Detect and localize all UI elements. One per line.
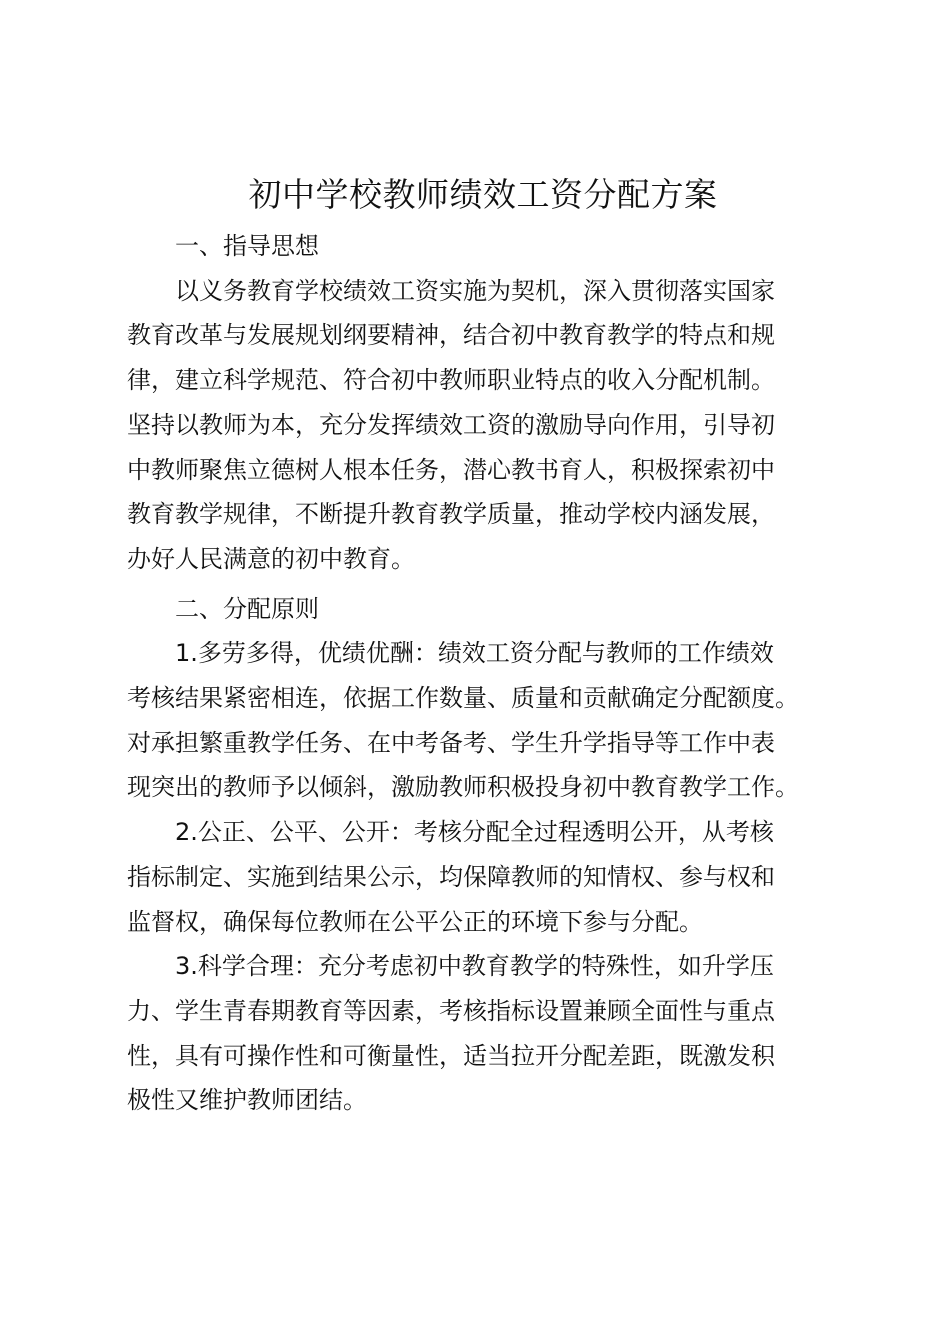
paragraph-line: 指标制定、实施到结果公示，均保障教师的知情权、参与权和 bbox=[127, 862, 775, 891]
section-distribution-principles bbox=[127, 587, 839, 1123]
paragraph-line: 办好人民满意的初中教育。 bbox=[127, 544, 415, 573]
section-guiding-ideology bbox=[127, 224, 839, 582]
paragraph-line: 1.多劳多得，优绩优酬：绩效工资分配与教师的工作绩效 bbox=[175, 639, 774, 668]
paragraph-line: 现突出的教师予以倾斜，激励教师积极投身初中教育教学工作。 bbox=[127, 773, 799, 802]
paragraph-line: 3.科学合理：充分考虑初中教育教学的特殊性，如升学压 bbox=[175, 952, 774, 981]
paragraph-line: 极性又维护教师团结。 bbox=[127, 1086, 367, 1115]
paragraph-line: 2.公正、公平、公开：考核分配全过程透明公开，从考核 bbox=[175, 818, 774, 847]
paragraph-line: 中教师聚焦立德树人根本任务，潜心教书育人，积极探索初中 bbox=[127, 455, 775, 484]
paragraph-line: 对承担繁重教学任务、在中考备考、学生升学指导等工作中表 bbox=[127, 728, 775, 757]
paragraph-line: 律，建立科学规范、符合初中教师职业特点的收入分配机制。 bbox=[127, 366, 775, 395]
paragraph-line: 坚持以教师为本，充分发挥绩效工资的激励导向作用，引导初 bbox=[127, 410, 775, 439]
document-page bbox=[127, 170, 839, 1123]
paragraph-line: 考核结果紧密相连，依据工作数量、质量和贡献确定分配额度。 bbox=[127, 684, 799, 713]
section-heading: 二、分配原则 bbox=[175, 594, 319, 623]
paragraph-line: 教育教学规律，不断提升教育教学质量，推动学校内涵发展， bbox=[127, 500, 775, 529]
paragraph-line: 力、学生青春期教育等因素，考核指标设置兼顾全面性与重点 bbox=[127, 996, 775, 1025]
paragraph-line: 性，具有可操作性和可衡量性，适当拉开分配差距，既激发积 bbox=[127, 1041, 775, 1070]
paragraph bbox=[127, 631, 839, 810]
paragraph bbox=[127, 944, 839, 1123]
paragraph bbox=[127, 269, 839, 582]
document-title: 初中学校教师绩效工资分配方案 bbox=[248, 175, 718, 214]
paragraph-line: 监督权，确保每位教师在公平公正的环境下参与分配。 bbox=[127, 907, 703, 936]
paragraph-line: 教育改革与发展规划纲要精神，结合初中教育教学的特点和规 bbox=[127, 321, 775, 350]
section-heading: 一、指导思想 bbox=[175, 232, 319, 260]
paragraph-line: 以义务教育学校绩效工资实施为契机，深入贯彻落实国家 bbox=[175, 276, 775, 305]
paragraph bbox=[127, 810, 839, 944]
